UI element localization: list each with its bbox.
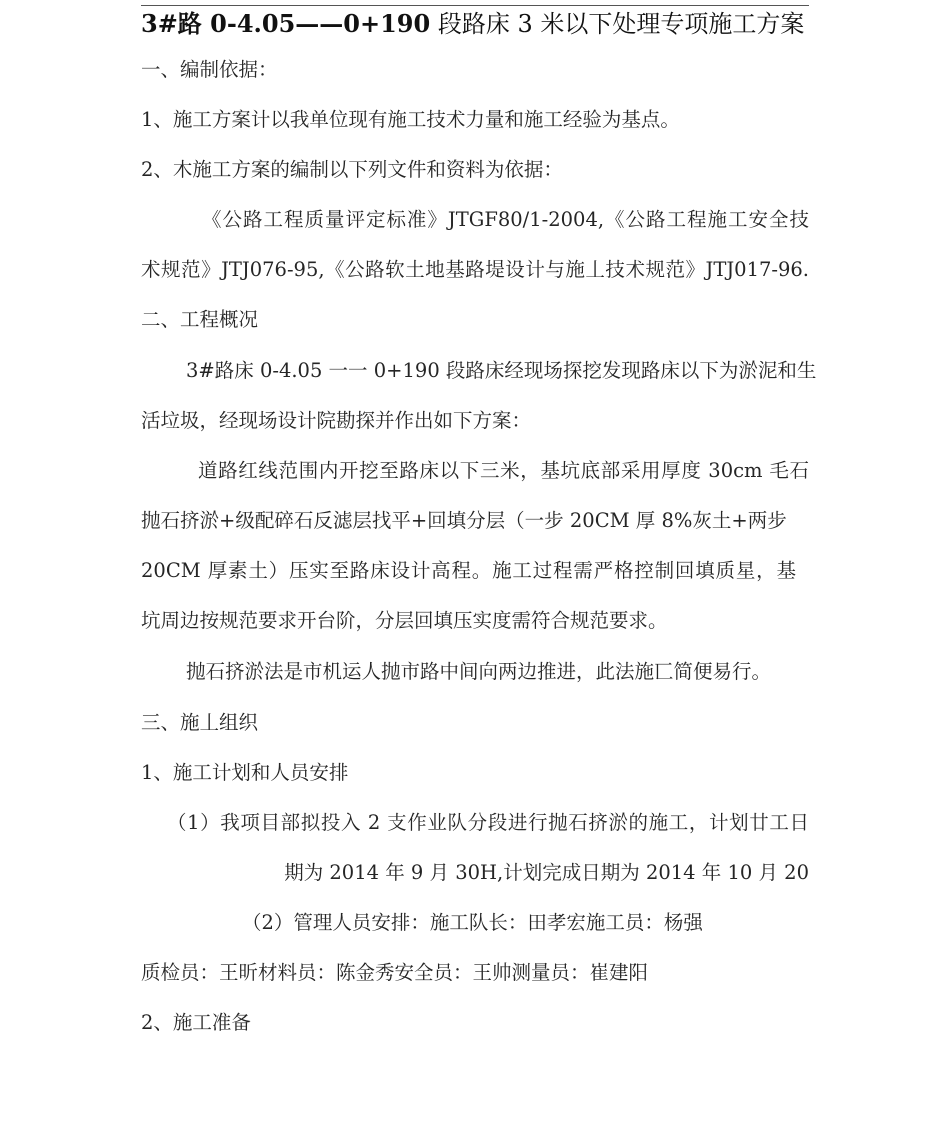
basis-item-2: 2、木施工方案的编制以下列文件和资料为依据： xyxy=(141,158,563,181)
organization-item-2: 2、施工准备 xyxy=(141,1011,251,1034)
section-heading-organization: 三、施丄组织 xyxy=(141,711,259,734)
organization-item-1: 1、施工计划和人员安排 xyxy=(141,761,349,784)
section-heading-basis: 一、编制依据： xyxy=(141,58,278,81)
overview-paragraph-2-line-1: 道路红线范围内开挖至路床以下三米，基坑底部采用厚度 30cm 毛石 xyxy=(198,459,809,482)
reference-standards-line-1: 《公路工程质量评定标准》JTGF80/1-2004,《公路工程施工安全技 xyxy=(202,208,809,231)
construction-plan-line-2: 期为 2014 年 9 月 30H,计划完成日期为 2014 年 10 月 20 xyxy=(284,861,809,884)
document-title xyxy=(141,6,821,42)
section-heading-overview: 二、工程概况 xyxy=(141,308,259,331)
overview-paragraph-1-line-2: 活垃圾，经现场设计院勘探并作出如下方案： xyxy=(141,409,532,432)
title-bold-part: 3#路 0-4.05——0+190 xyxy=(141,9,431,38)
reference-standards-line-2: 术规范》JTJ076-95,《公路软土地基路堤设计与施丄技术规范》JTJ017-96. xyxy=(141,258,809,281)
overview-paragraph-2-line-3: 20CM 厚素土）压实至路床设计高程。施工过程需严格控制回填质星，基 xyxy=(141,559,796,582)
construction-plan-line-1: （1）我项目部拟投入 2 支作业队分段进行抛石挤淤的施工，计划廿工日 xyxy=(167,811,809,834)
overview-paragraph-2-line-2: 抛石挤淤+级配碎石反滤层找平+回填分层（一步 20CM 厚 8%灰土+两步 xyxy=(141,509,787,532)
title-rest-part: 段路床 3 米以下处理专项施工方案 xyxy=(430,10,805,38)
staff-arrangement-line-1: （2）管理人员安排：施工队长：田孝宏施工员：杨强 xyxy=(242,911,703,934)
basis-item-1: 1、施工方案计以我单位现有施工技术力量和施工经验为基点。 xyxy=(141,108,680,131)
overview-paragraph-1-line-1: 3#路床 0-4.05 一一 0+190 段路床经现场探挖发现路床以下为淤泥和生 xyxy=(186,359,817,382)
overview-paragraph-2-line-4: 坑周边按规范要求开台阶，分层回填压实度需符合规范要求。 xyxy=(141,609,668,632)
staff-arrangement-line-2: 质检员：王昕材料员：陈金秀安全员：王帅测量员：崔建阳 xyxy=(141,961,649,984)
overview-paragraph-3: 抛石挤淤法是市机运人抛市路中间向两边推进，此法施匸简便易行。 xyxy=(186,660,772,683)
